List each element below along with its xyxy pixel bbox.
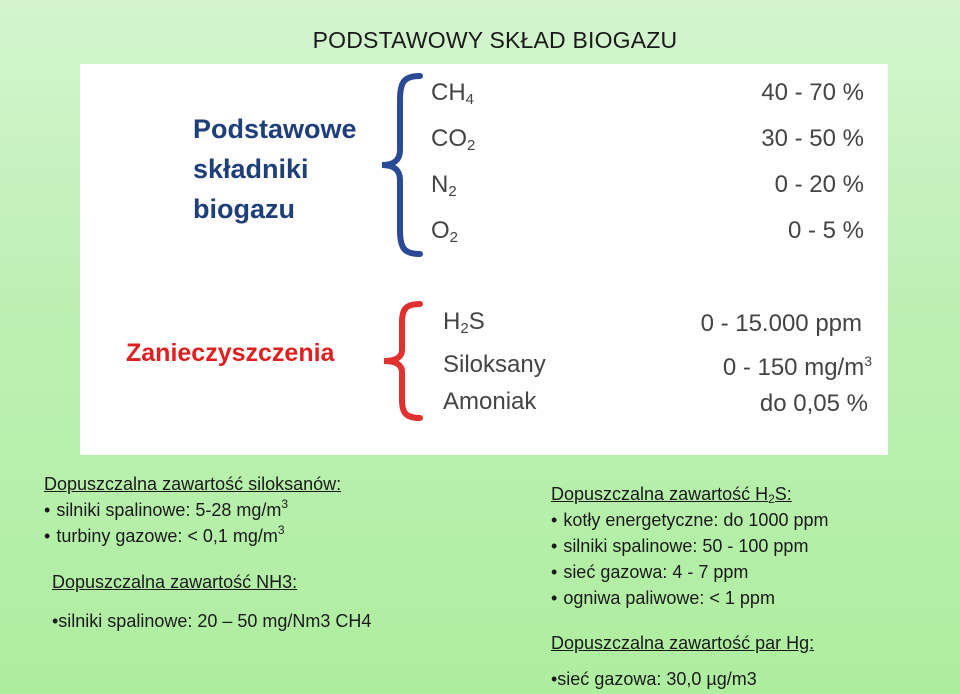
siloxanes-heading: Dopuszczalna zawartość siloksanów: bbox=[44, 474, 342, 494]
value-o2: 0 - 5 % bbox=[787, 217, 864, 244]
contaminants-label: Zanieczyszczenia bbox=[126, 339, 335, 367]
value-h2s: 0 - 15.000 ppm bbox=[700, 310, 862, 337]
chem-ammonia: Amoniak bbox=[443, 388, 537, 415]
siloxanes-item-turbines: • turbiny gazowe: < 0,1 $mg/m^3$ bbox=[44, 523, 341, 549]
siloxanes-block bbox=[44, 471, 341, 549]
value-ammonia: do 0,05 % bbox=[759, 390, 868, 417]
value-ch4: 40 - 70 % bbox=[761, 79, 864, 106]
main-components-label bbox=[193, 109, 357, 229]
h2s-item-grid: • sieć gazowa: 4 - 7 ppm bbox=[551, 559, 828, 585]
h2s-item-fuel-cells: • ogniwa paliwowe: < 1 ppm bbox=[551, 585, 828, 611]
nh3-item: •silniki spalinowe: 20 – 50 mg/Nm3 CH4 bbox=[52, 611, 372, 631]
main-label-line-2: składniki bbox=[193, 154, 309, 184]
chem-h2s: $H_2S$ bbox=[443, 308, 485, 337]
hg-block bbox=[551, 630, 814, 692]
h2s-block bbox=[551, 481, 828, 611]
hg-heading: Dopuszczalna zawartość par Hg: bbox=[551, 633, 815, 653]
biogas-composition-panel bbox=[80, 64, 888, 455]
chem-ch4: $CH_4$ bbox=[431, 79, 475, 108]
nh3-heading: Dopuszczalna zawartość NH3: bbox=[52, 572, 298, 592]
main-label-line-1: Podstawowe bbox=[193, 114, 357, 144]
hg-item: •sieć gazowa: 30,0 µg/m3 bbox=[551, 669, 757, 689]
page-title: PODSTAWOWY SKŁAD BIOGAZU bbox=[312, 27, 678, 53]
chem-siloxanes: Siloksany bbox=[443, 351, 546, 378]
chem-o2: $O_2$ bbox=[431, 217, 459, 246]
nh3-block bbox=[52, 569, 371, 634]
siloxanes-item-engines: • silniki spalinowe: 5-28 $mg/m^3$ bbox=[44, 497, 341, 523]
main-label-line-3: biogazu bbox=[193, 194, 295, 224]
value-co2: 30 - 50 % bbox=[761, 125, 864, 152]
h2s-item-boilers: • kotły energetyczne: do 1000 ppm bbox=[551, 507, 828, 533]
h2s-heading: Dopuszczalna zawartość $H_2S$: bbox=[551, 484, 792, 506]
chem-co2: $CO_2$ bbox=[431, 125, 476, 154]
contaminants-brace-icon bbox=[380, 300, 426, 422]
chem-n2: $N_2$ bbox=[431, 171, 457, 200]
value-siloxanes: 0 - 150 $mg/m^3$ bbox=[722, 353, 872, 381]
value-n2: 0 - 20 % bbox=[774, 171, 864, 198]
main-brace-icon bbox=[378, 72, 424, 258]
h2s-item-engines: • silniki spalinowe: 50 - 100 ppm bbox=[551, 533, 828, 559]
